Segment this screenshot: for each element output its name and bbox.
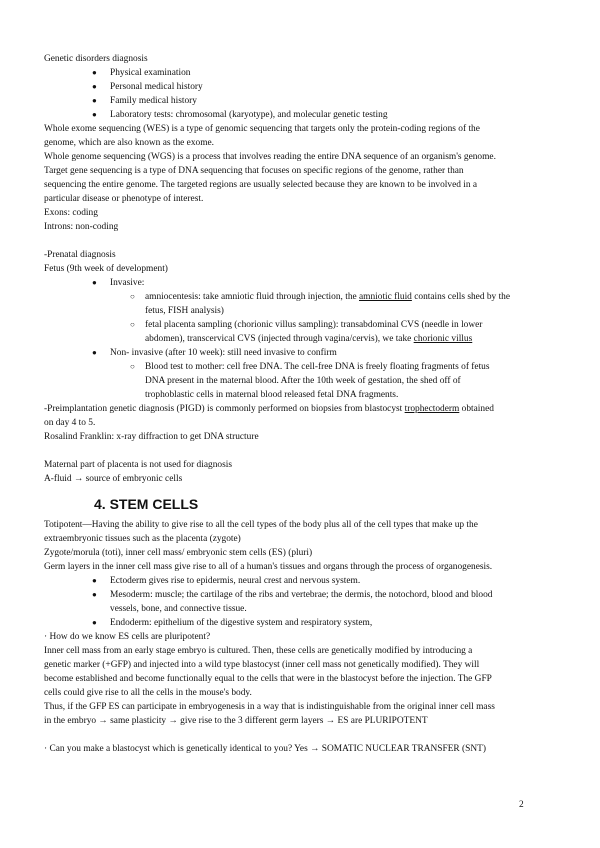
list-item: Physical examination <box>110 68 191 78</box>
paragraph-line: Germ layers in the inner cell mass give rise to all of a human's tissues and organs through the process of organogenesis. <box>44 562 493 572</box>
list-item-continuation: DNA present in the maternal blood. After the 10th week of gestation, the shed off of <box>145 376 461 386</box>
list-item-continuation: fetus, FISH analysis) <box>145 306 224 316</box>
paragraph-line: genome, which are also known as the exome. <box>44 138 214 148</box>
bullet-icon: ● <box>92 278 97 287</box>
paragraph-line: Introns: non-coding <box>44 222 119 232</box>
bullet-icon: ● <box>92 348 97 357</box>
list-item: Family medical history <box>110 96 197 106</box>
paragraph-line: Target gene sequencing is a type of DNA sequencing that focuses on specific regions of the genome, rather than <box>44 166 464 176</box>
underlined-term: amniotic fluid <box>359 292 412 302</box>
paragraph-line: -Preimplantation genetic diagnosis (PIGD) is commonly performed on biopsies from blastocyst trophectoderm obtained <box>44 404 494 414</box>
question-line: · How do we know ES cells are pluripotent? <box>44 632 211 642</box>
paragraph-line: genetic marker (+GFP) and injected into a wild type blastocyst (inner cell mass not genetically modified). They will <box>44 660 480 670</box>
paragraph-line: become established and become functionally equal to the cells that were in the blastocyst before the injection. The GFP <box>44 674 492 684</box>
paragraph-line: in the embryo → same plasticity → give rise to the 3 different germ layers → ES are PLURIPOTENT <box>44 716 428 726</box>
paragraph-line: particular disease or phenotype of interest. <box>44 194 204 204</box>
page-number: 2 <box>519 800 524 810</box>
paragraph-line: Thus, if the GFP ES can participate in embryogenesis in a way that is indistinguishable from the original inner cell mass <box>44 702 495 712</box>
bullet-icon: ● <box>92 96 97 105</box>
list-item: Personal medical history <box>110 82 203 92</box>
list-item: Ectoderm gives rise to epidermis, neural crest and nervous system. <box>110 576 361 586</box>
list-item: amniocentesis: take amniotic fluid through injection, the amniotic fluid contains cells shed by the <box>145 292 511 302</box>
section-title: Genetic disorders diagnosis <box>44 54 148 64</box>
paragraph-line: Whole genome sequencing (WGS) is a process that involves reading the entire DNA sequence of an organism's genome. <box>44 152 496 162</box>
bullet-icon: ● <box>92 576 97 585</box>
section-heading: 4. STEM CELLS <box>94 496 199 512</box>
paragraph-line: Maternal part of placenta is not used for diagnosis <box>44 460 232 470</box>
bullet-icon: ● <box>92 618 97 627</box>
list-item-continuation: trophoblastic cells in maternal blood released fetal DNA fragments. <box>145 390 399 400</box>
paragraph-line: Fetus (9th week of development) <box>44 264 168 274</box>
list-item: fetal placenta sampling (chorionic villus sampling): transabdominal CVS (needle in lower <box>145 320 483 330</box>
paragraph-line: extraembryonic tissues such as the placenta (zygote) <box>44 534 241 544</box>
list-item: Blood test to mother: cell free DNA. The cell-free DNA is freely floating fragments of fetus <box>145 362 490 372</box>
paragraph-line: on day 4 to 5. <box>44 418 96 428</box>
circle-bullet-icon: ○ <box>130 320 135 329</box>
list-item: Laboratory tests: chromosomal (karyotype), and molecular genetic testing <box>110 110 388 120</box>
list-item: Non- invasive (after 10 week): still need invasive to confirm <box>110 348 337 358</box>
paragraph-line: Totipotent—Having the ability to give rise to all the cell types of the body plus all of the cell types that make up the <box>44 520 478 530</box>
bullet-icon: ● <box>92 68 97 77</box>
bullet-icon: ● <box>92 590 97 599</box>
underlined-term: chorionic villus <box>413 334 473 344</box>
paragraph-line: Rosalind Franklin: x-ray diffraction to get DNA structure <box>44 432 259 442</box>
underlined-term: trophectoderm <box>404 404 460 414</box>
paragraph-line: Exons: coding <box>44 208 98 218</box>
prenatal-title: -Prenatal diagnosis <box>44 250 116 260</box>
paragraph-line: cells could give rise to all the cells in the mouse's body. <box>44 688 252 698</box>
paragraph-line: A-fluid → source of embryonic cells <box>44 474 183 484</box>
list-item: Mesoderm: muscle; the cartilage of the ribs and vertebrae; the dermis, the notochord, blood and blood <box>110 590 493 600</box>
bullet-icon: ● <box>92 110 97 119</box>
paragraph-line: Inner cell mass from an early stage embryo is cultured. Then, these cells are genetically modified by introducing a <box>44 646 473 656</box>
bullet-icon: ● <box>92 82 97 91</box>
circle-bullet-icon: ○ <box>130 362 135 371</box>
paragraph-line: Zygote/morula (toti), inner cell mass/ embryonic stem cells (ES) (pluri) <box>44 548 313 558</box>
paragraph-line: sequencing the entire genome. The targeted regions are usually selected because they are known to be involved in a <box>44 180 478 190</box>
question-line: · Can you make a blastocyst which is genetically identical to you? Yes → SOMATIC NUCLEAR TRANSFER (SNT) <box>44 744 486 754</box>
list-item-continuation: vessels, bone, and connective tissue. <box>110 604 247 614</box>
list-item: Invasive: <box>110 278 145 288</box>
paragraph-line: Whole exome sequencing (WES) is a type of genomic sequencing that targets only the protein-coding regions of the <box>44 124 480 134</box>
list-item-continuation: abdomen), transcervical CVS (injected through vagina/cervis), we take chorionic villus <box>145 334 473 344</box>
circle-bullet-icon: ○ <box>130 292 135 301</box>
list-item: Endoderm: epithelium of the digestive system and respiratory system, <box>110 618 373 628</box>
